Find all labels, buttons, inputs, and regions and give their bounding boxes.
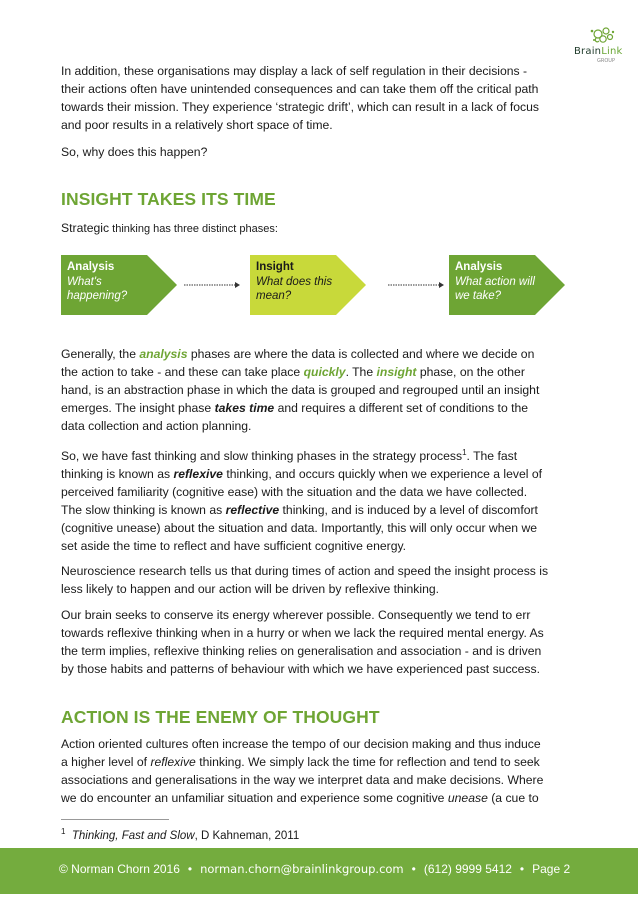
- phase-title: Insight: [256, 261, 294, 273]
- emphasis-takes-time: takes time: [214, 401, 275, 415]
- phase-title: Analysis: [67, 261, 115, 273]
- footnote-author: , D Kahneman, 2011: [194, 829, 300, 842]
- footer-text: © Norman Chorn 2016 • norman.chorn@brainlinkgroup.com • (612) 9999 5412 • Page 2: [59, 862, 571, 876]
- footnote: [61, 827, 299, 842]
- paragraph-action-cultures: Action oriented cultures often increase the tempo of our decision making and thus induce a higher level of reflexive thinking. We simply lack the time for reflection and tend to seek associations and generalisations in the way we interpret data and make decisions. Where we do encounter an unfamiliar situation and experience some cognitive unease (a cue to: [61, 737, 544, 805]
- phase-analysis-2: [449, 255, 565, 315]
- section-lead: Strategic thinking has three distinct phases:: [61, 221, 278, 235]
- intro-paragraph: [61, 62, 539, 134]
- section-heading-action: ACTION IS THE ENEMY OF THOUGHT: [61, 707, 380, 727]
- emphasis-reflexive: reflexive: [173, 467, 223, 482]
- paragraph-neuroscience: Neuroscience research tells us that during times of action and speed the insight process is less likely to happen and our action will be driven by reflexive thinking.: [61, 564, 549, 596]
- dotted-arrow-icon: [184, 282, 240, 288]
- dotted-arrow-icon: [388, 282, 444, 288]
- emphasis-reflexive: reflexive: [150, 755, 196, 769]
- emphasis-analysis: analysis: [139, 347, 188, 361]
- page-footer: [0, 848, 638, 894]
- phase-question: What action will: [455, 275, 535, 288]
- text-line: their actions often have unintended consequences and can take them off the critical path: [61, 82, 539, 96]
- phase-question: What's: [67, 275, 102, 288]
- text-line: In addition, these organisations may display a lack of self regulation in their decisions -: [61, 64, 528, 78]
- emphasis-reflective: reflective: [225, 503, 280, 518]
- phase-question: mean?: [256, 290, 292, 302]
- phase-insight: [250, 255, 366, 315]
- footnote-ref: 1: [462, 448, 467, 457]
- emphasis-quickly: quickly: [303, 365, 346, 379]
- emphasis-unease: unease: [447, 791, 488, 805]
- intro-question: So, why does this happen?: [61, 145, 208, 159]
- phase-analysis-1: [61, 255, 177, 315]
- text-line: and poor results in a relatively short space of time.: [61, 118, 333, 132]
- footer-copyright: © Norman Chorn 2016: [59, 862, 180, 876]
- phase-question: happening?: [67, 290, 128, 302]
- phase-question: What does this: [256, 275, 333, 288]
- text-line: towards their mission. They experience ‘strategic drift’, which can result in a lack of focus: [61, 100, 540, 114]
- section-heading-insight: INSIGHT TAKES ITS TIME: [61, 189, 276, 209]
- footer-phone: (612) 9999 5412: [423, 862, 512, 876]
- footnote-title: Thinking, Fast and Slow: [71, 829, 195, 842]
- paragraph-fast-slow: So, we have fast thinking and slow thinking phases in the strategy process$^1$. The fast thinking is known as reflexive thinking, and occurs quickly when we experience a level of perceived familiarity (cognitive ease) with the situation and the data we have collected. The slow thinking is known as reflective thinking, and is induced by a level of discomfort (cognitive unease) about the situation and data. Importantly, this will only occur when we set aside the time to reflect and have sufficient cognitive energy.: [61, 448, 543, 554]
- phase-question: we take?: [455, 290, 502, 302]
- emphasis-insight: insight: [376, 365, 417, 379]
- phase-title: Analysis: [455, 261, 503, 273]
- paragraph-brain-energy: Our brain seeks to conserve its energy wherever possible. Consequently we tend to err towards reflexive thinking when in a hurry or when we lack the required mental energy. As the term implies, reflexive thinking relies on generalisation and association - and is driven by those habits and patterns of behaviour with which we have experienced past success.: [61, 608, 544, 676]
- footnote-divider: [61, 819, 169, 820]
- footer-page-number: Page 2: [532, 862, 571, 876]
- footer-email-link[interactable]: norman.chorn@brainlinkgroup.com: [200, 862, 404, 876]
- footnote-number: 1: [61, 827, 66, 836]
- paragraph-analysis: Generally, the analysis phases are where the data is collected and where we decide on the action to take - and these can take place quickly. The insight phase, on the other hand, is an abstraction phase in which the data is grouped and regrouped until an insight emerges. The insight phase takes time and requires a different set of conditions to the data collection and action planning.: [61, 347, 540, 433]
- logo-subtitle: GROUP: [597, 58, 615, 64]
- logo-wordmark: BrainLink: [574, 46, 623, 57]
